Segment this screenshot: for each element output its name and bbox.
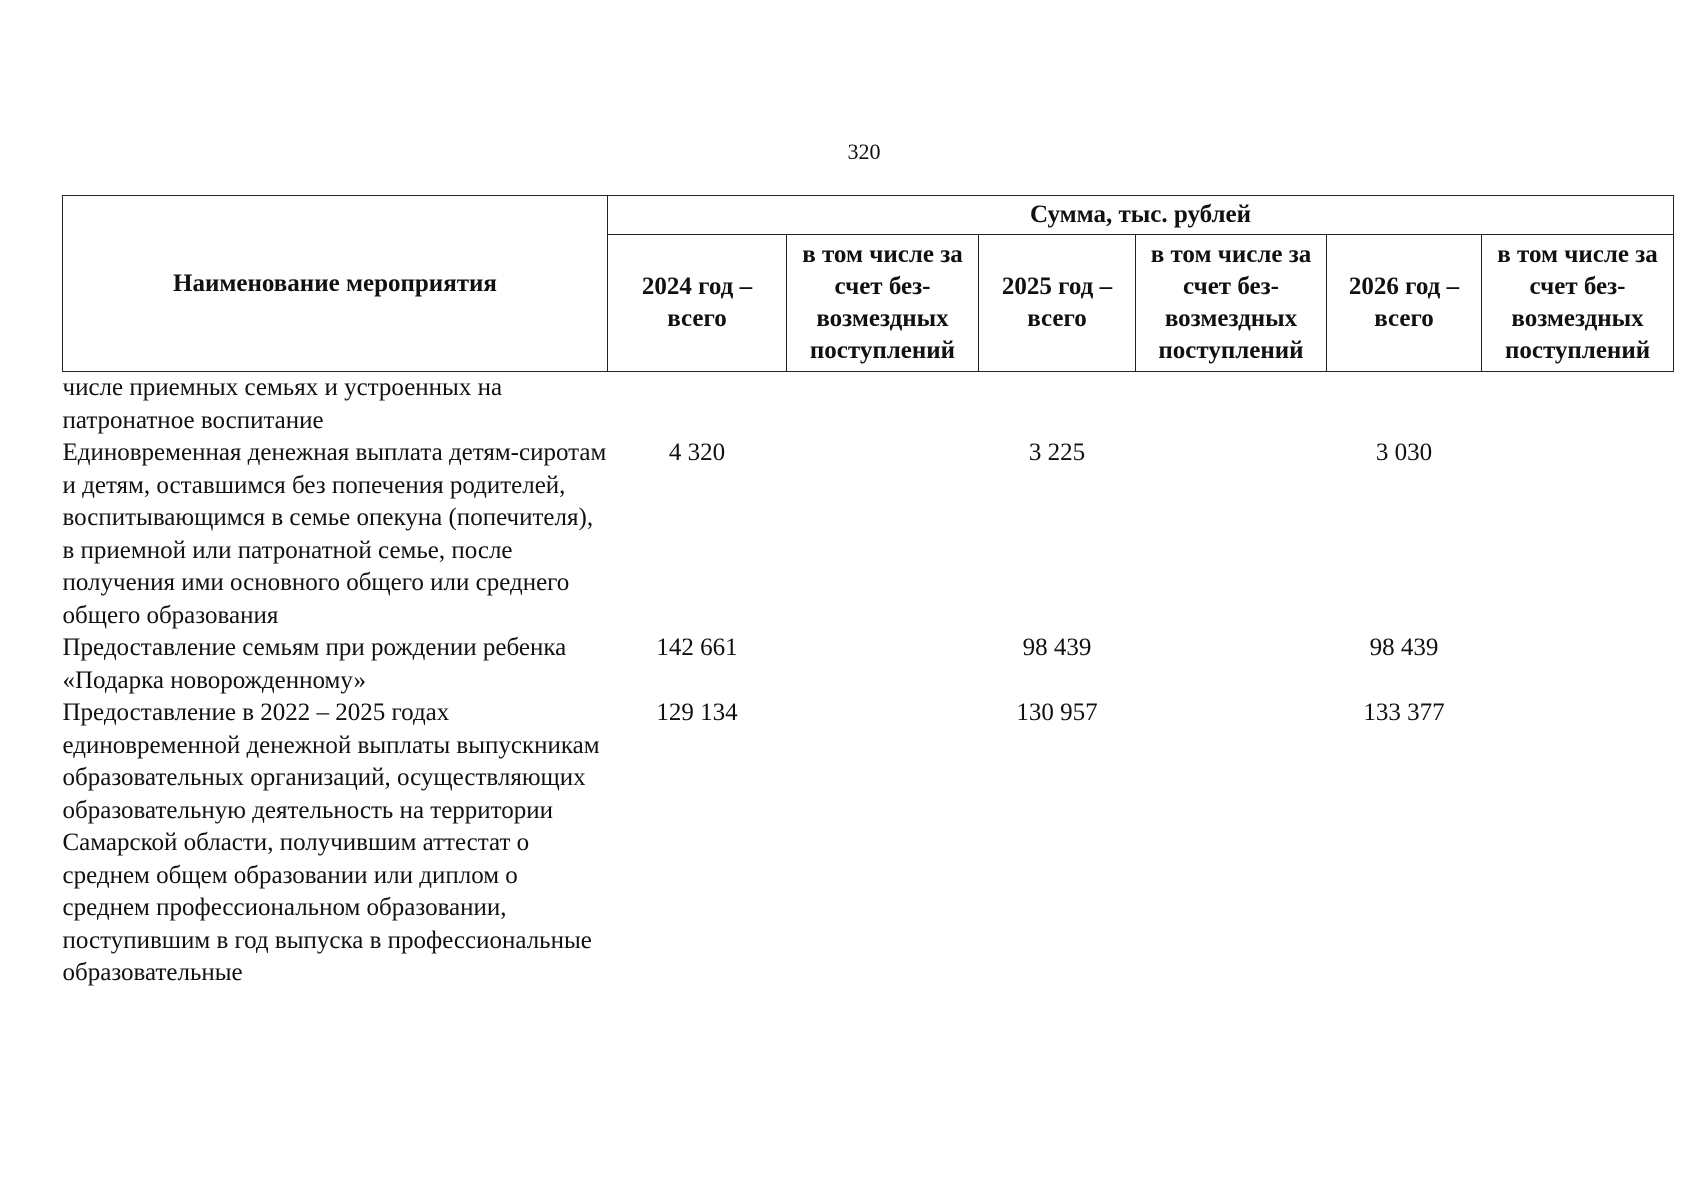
table-row xyxy=(63,632,1674,697)
page-number: 320 xyxy=(847,139,881,164)
table-row xyxy=(63,372,1674,438)
header-2026-free: в том числе за счет без-возмездных поступлений xyxy=(1482,235,1674,372)
row-name: Предоставление в 2022 – 2025 годах единовременной денежной выплаты выпускникам образовательных организаций, осуществляющих образовательную деятельность на территории Самарской области, получившим аттестат о среднем общем образовании или диплом о среднем профессиональном образовании, поступившим в год выпуска в профессиональные образовательные xyxy=(62,699,600,986)
row-name: Единовременная денежная выплата детям-сиротам и детям, оставшимся без попечения родителей, воспитывающимся в семье опекуна (попечителя), в приемной или патронатной семье, после получения ими основного общего или среднего общего образования xyxy=(62,439,607,629)
header-2025-total: 2025 год – всего xyxy=(979,235,1136,372)
header-name-column: Наименование мероприятия xyxy=(63,196,608,372)
cell-2026-total: 98 439 xyxy=(1369,634,1439,661)
cell-2025-free xyxy=(1136,697,1327,990)
cell-2026-free xyxy=(1482,697,1674,990)
cell-2025-free xyxy=(1136,437,1327,632)
row-name: числе приемных семьях и устроенных на патронатное воспитание xyxy=(62,374,503,434)
cell-2026-free xyxy=(1482,372,1674,438)
table-body xyxy=(63,372,1674,990)
header-2024-total: 2024 год – всего xyxy=(608,235,787,372)
cell-2025-total: 130 957 xyxy=(1016,699,1098,726)
cell-2024-free xyxy=(787,632,979,697)
header-2026-total: 2026 год – всего xyxy=(1327,235,1482,372)
cell-2024-total: 142 661 xyxy=(656,634,738,661)
row-name: Предоставление семьям при рождении ребенка «Подарка новорожденному» xyxy=(62,634,567,694)
table-header xyxy=(63,196,1674,372)
cell-2025-total: 98 439 xyxy=(1022,634,1092,661)
cell-2024-free xyxy=(787,697,979,990)
cell-2024-free xyxy=(787,372,979,438)
cell-2025-total: 3 225 xyxy=(1028,439,1086,466)
cell-2026-free xyxy=(1482,632,1674,697)
header-2024-free: в том числе за счет без-возмездных поступлений xyxy=(787,235,979,372)
cell-2026-total: 3 030 xyxy=(1375,439,1433,466)
cell-2026-total xyxy=(1327,372,1482,438)
table-row xyxy=(63,437,1674,632)
cell-2025-free xyxy=(1136,372,1327,438)
cell-2026-free xyxy=(1482,437,1674,632)
budget-table xyxy=(62,195,1674,990)
header-2025-free: в том числе за счет без-возмездных поступлений xyxy=(1136,235,1327,372)
cell-2025-total xyxy=(979,372,1136,438)
cell-2024-total: 4 320 xyxy=(668,439,726,466)
header-sum-group: Сумма, тыс. рублей xyxy=(608,196,1674,235)
cell-2024-total xyxy=(608,372,787,438)
cell-2024-free xyxy=(787,437,979,632)
cell-2025-free xyxy=(1136,632,1327,697)
table-row xyxy=(63,697,1674,990)
cell-2026-total: 133 377 xyxy=(1363,699,1445,726)
cell-2024-total: 129 134 xyxy=(656,699,738,726)
